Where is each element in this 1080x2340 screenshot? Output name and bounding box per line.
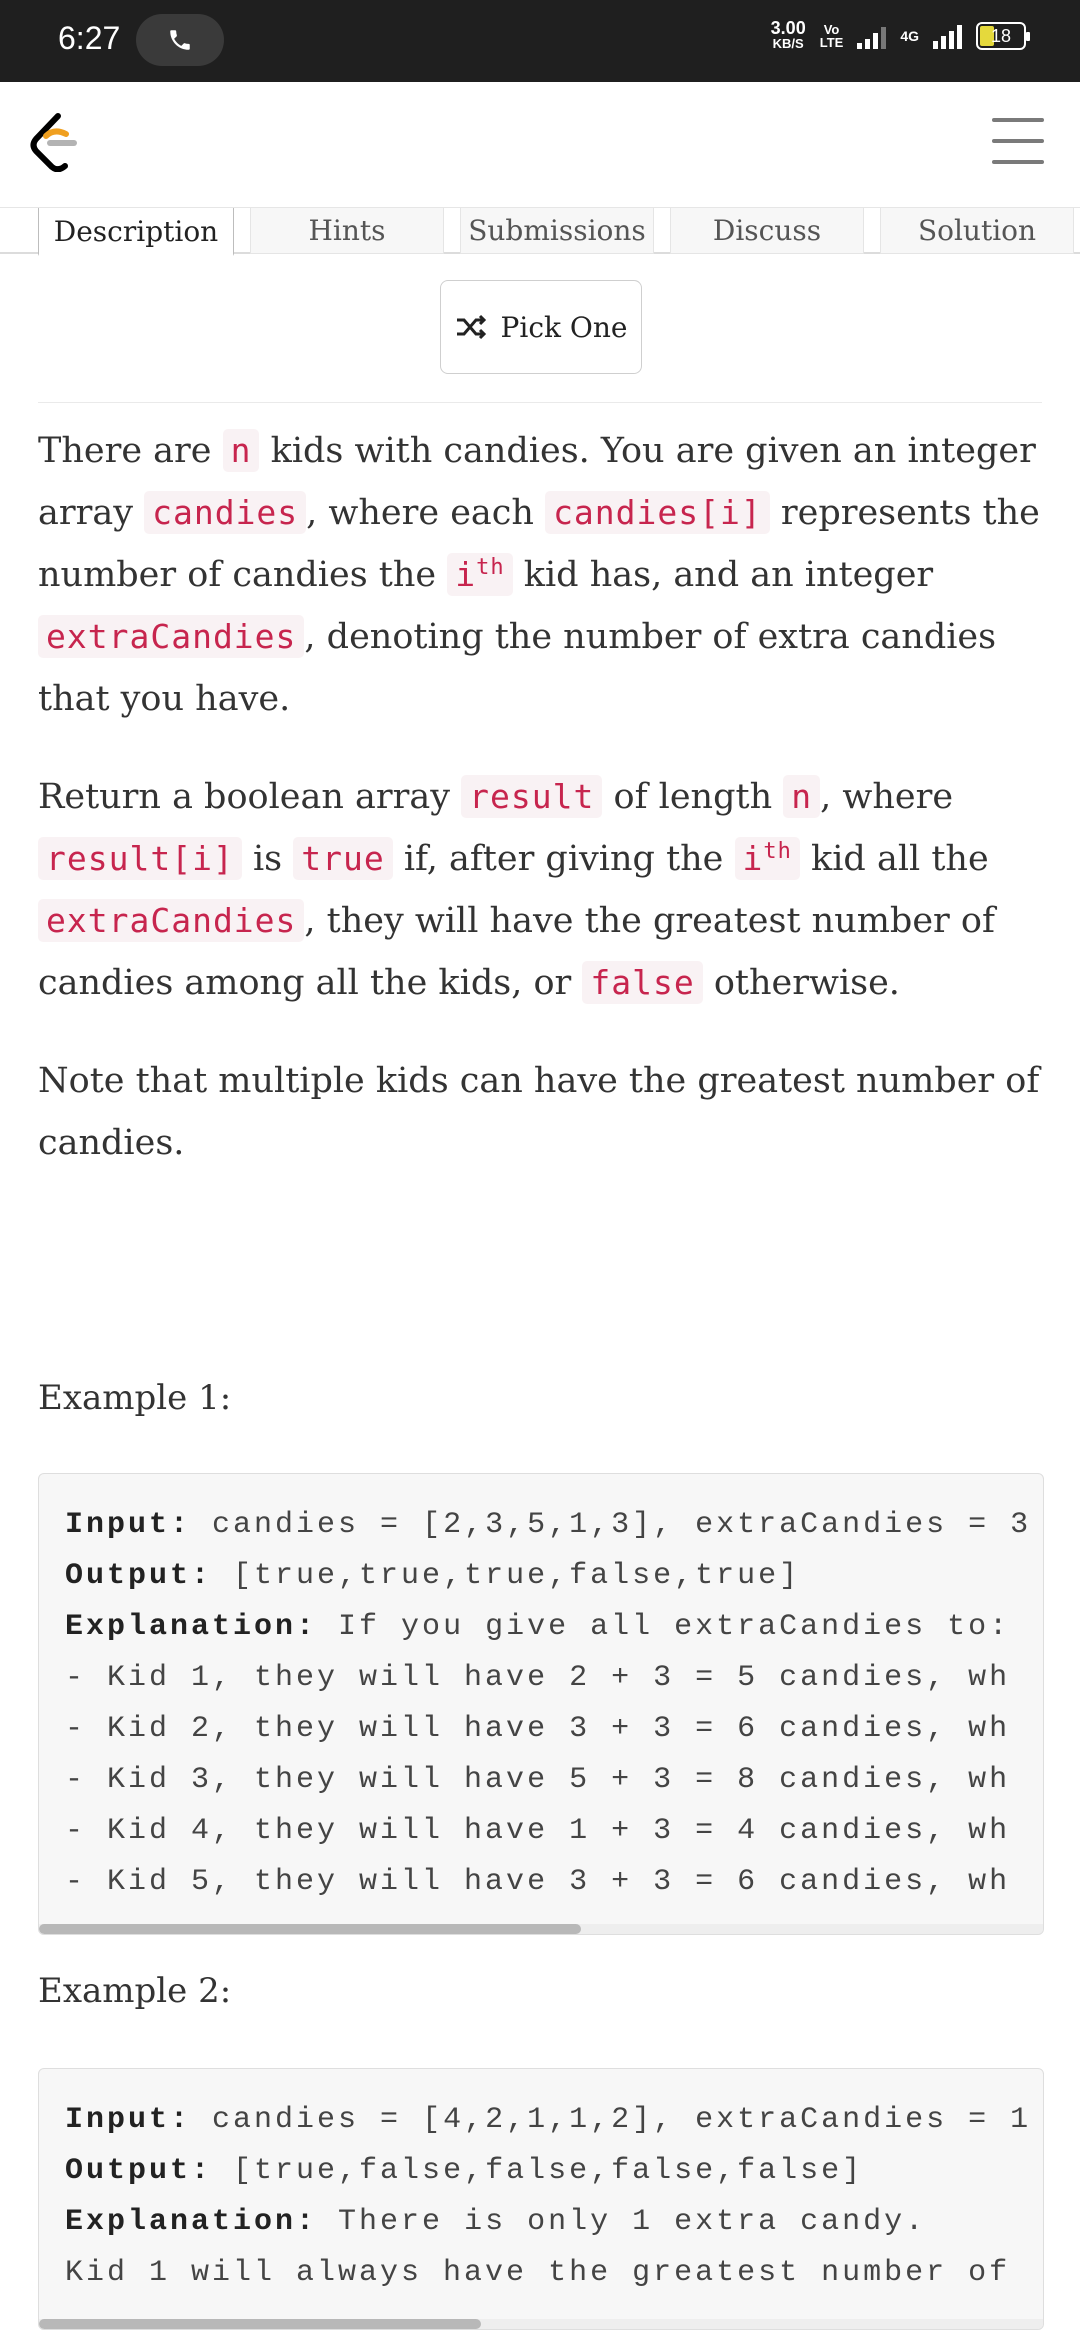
example-2-kid-line: Kid 1 will always have the greatest number of	[65, 2256, 1011, 2290]
example-1-code-block[interactable]	[38, 1473, 1044, 1935]
signal-1-icon	[857, 23, 886, 49]
inline-code: result[i]	[38, 837, 242, 880]
network-speed: 3.00 KB/S	[770, 18, 806, 51]
example-2-code-block[interactable]	[38, 2068, 1044, 2330]
example-1-kid-line: - Kid 3, they will have 5 + 3 = 8 candies, wh	[65, 1763, 1011, 1797]
hamburger-menu-icon[interactable]	[992, 118, 1044, 164]
example-2-scroll-thumb[interactable]	[39, 2319, 481, 2329]
app-header	[0, 82, 1080, 208]
description-paragraph-1: There are n kids with candies. You are given an integer array candies , where each candies[i] represents the number of candies the $i^{th}$ kid has, and an integer extraCandies , denoting the number of extra candies that you have.	[38, 431, 1040, 719]
tab-discuss[interactable]: Discuss	[670, 208, 864, 254]
inline-code: n	[223, 429, 260, 472]
ongoing-call-indicator[interactable]	[136, 14, 224, 66]
tab-submissions[interactable]: Submissions	[460, 208, 654, 254]
problem-description	[38, 420, 1048, 1210]
example-1-kid-line: - Kid 5, they will have 3 + 3 = 6 candies, wh	[65, 1865, 1011, 1899]
example-1-input-line: Input: candies = [2,3,5,1,3], extraCandies = 3	[65, 1508, 1032, 1542]
example-2-explanation-line: Explanation: There is only 1 extra candy.	[65, 2205, 927, 2239]
inline-code: extraCandies	[38, 615, 304, 658]
inline-code: result	[461, 775, 602, 818]
tab-solution[interactable]: Solution	[880, 208, 1074, 254]
inline-code: candies[i]	[545, 491, 770, 534]
tab-description[interactable]: Description	[38, 208, 234, 256]
example-2-title: Example 2:	[38, 1971, 232, 2011]
pick-one-button[interactable]	[440, 280, 642, 374]
tab-hints[interactable]: Hints	[250, 208, 444, 254]
example-1-output-line: Output: [true,true,true,false,true]	[65, 1559, 801, 1593]
inline-code: $i^{th}$	[447, 553, 512, 596]
status-bar	[0, 0, 1080, 82]
example-1-explanation-line: Explanation: If you give all extraCandies to:	[65, 1610, 1011, 1644]
network-type: 4G	[900, 28, 919, 44]
example-2-output-line: Output: [true,false,false,false,false]	[65, 2154, 864, 2188]
volte-indicator: Vo LTE	[819, 22, 844, 50]
problem-tabs	[0, 208, 1080, 254]
battery-icon	[976, 22, 1026, 50]
example-1-kid-line: - Kid 4, they will have 1 + 3 = 4 candies, wh	[65, 1814, 1011, 1848]
battery-level: 18	[990, 25, 1012, 46]
inline-code: true	[293, 837, 392, 880]
inline-code: n	[783, 775, 820, 818]
leetcode-logo-icon[interactable]	[28, 112, 84, 172]
inline-code: candies	[144, 491, 306, 534]
inline-code: $i^{th}$	[735, 837, 800, 880]
pick-one-label: Pick One	[500, 310, 628, 344]
inline-code: extraCandies	[38, 899, 304, 942]
example-2-scrollbar[interactable]	[39, 2319, 1043, 2329]
description-paragraph-3: Note that multiple kids can have the greatest number of candies.	[38, 1061, 1040, 1163]
divider	[38, 402, 1042, 403]
signal-2-icon	[933, 23, 962, 49]
example-1-kid-line: - Kid 2, they will have 3 + 3 = 6 candies, wh	[65, 1712, 1011, 1746]
example-1-scroll-thumb[interactable]	[39, 1924, 581, 1934]
inline-code: false	[582, 961, 702, 1004]
status-indicators	[771, 20, 1026, 52]
description-paragraph-2: Return a boolean array result of length n , where result[i] is true if, after giving the $i^{th}$ kid all the extraCandies , they will have the greatest number of candies among all the kids, or false otherwise.	[38, 777, 995, 1003]
status-time: 6:27	[58, 20, 121, 56]
shuffle-icon	[455, 313, 487, 341]
example-1-title: Example 1:	[38, 1378, 232, 1418]
phone-icon	[167, 27, 193, 53]
example-2-input-line: Input: candies = [4,2,1,1,2], extraCandies = 1	[65, 2103, 1032, 2137]
example-1-kid-line: - Kid 1, they will have 2 + 3 = 5 candies, wh	[65, 1661, 1011, 1695]
example-1-scrollbar[interactable]	[39, 1924, 1043, 1934]
